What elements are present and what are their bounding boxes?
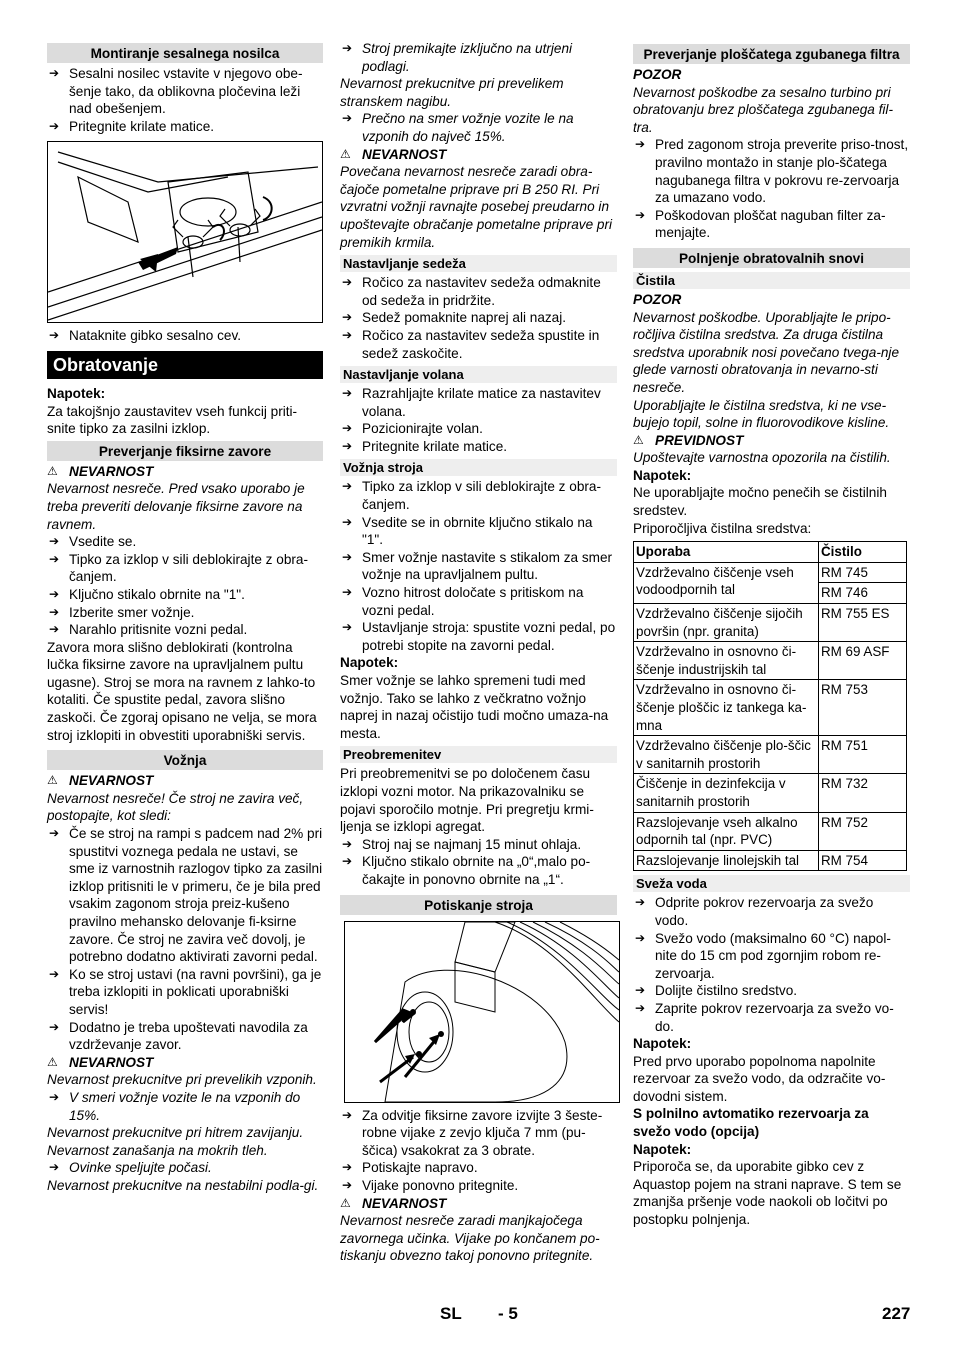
table-cell-use: Razslojevanje vseh alkalno odpornih tal (npr. PVC): [634, 812, 819, 850]
caution-text: Nevarnost poškodbe. Uporabljajte le pripo-ročljiva čistilna sredstva. Za druga čistilna sredstva uporabnik nosi povečano tvega-nje glede varnosti obratovanja in nevarno-sti nesreče.: [633, 309, 900, 395]
note-label: Napotek:: [633, 1141, 692, 1157]
table-cell-agent: RM 69 ASF: [819, 642, 907, 680]
danger-text: Nevarnost prekucnitve pri prevelikem stranskem nagibu.: [340, 76, 564, 109]
danger-text: Povečana nevarnost nesreče zaradi obra-čajoče pometalne priprave pri B 250 RI. Pri vzvratni vožnji ravnajte posebej preudarno in upoštevajte obračanje pometalne priprave pri premikih krmila.: [340, 164, 613, 250]
danger-text: Nevarnost prekucnitve na nestabilni podla-gi.: [47, 1177, 319, 1193]
instruction-step: ➔ Potiskajte napravo.: [340, 1159, 617, 1177]
table-cell-use: Vzdrževalno in osnovno či-ščenje ploščic iz tankega ka-mna: [634, 680, 819, 736]
danger-text: Nevarnost nesreče. Pred vsako uporabo je treba preveriti delovanje fiksirne zavore na ravnem.: [47, 481, 305, 532]
danger-heading: ⚠ NEVARNOST: [47, 773, 154, 789]
chapter-title: Obratovanje: [47, 351, 323, 379]
table-row: [634, 642, 907, 680]
table-cell-agent: RM 755 ES: [819, 604, 907, 642]
table-cell-agent: RM 752: [819, 812, 907, 850]
footer-language: SL: [440, 1304, 462, 1323]
table-row: [634, 562, 907, 583]
column-right: [633, 40, 910, 1229]
table-row: [634, 850, 907, 871]
note-label: Napotek:: [47, 385, 106, 401]
caution-heading: POZOR: [633, 67, 682, 82]
instruction-step: ➔ V smeri vožnje vozite le na vzponih do 15%.: [47, 1089, 323, 1124]
table-cell-agent: RM 753: [819, 680, 907, 736]
instruction-step: ➔ Dodatno je treba upoštevati navodila za vzdrževanje zavor.: [47, 1019, 323, 1054]
instruction-step: ➔ Sesalni nosilec vstavite v njegovo obe-šenje tako, da oblikovna pločevina leži nad obešenjem.: [47, 65, 323, 118]
instruction-step: ➔ Pred zagonom stroja preverite priso-tnost, pravilno montažo in stanje plo-ščatega nagubanega filtra v pokrovu re-zervoarja za umazano vodo.: [633, 136, 910, 206]
body-text: Priporočljiva čistilna sredstva:: [633, 520, 812, 536]
instruction-step: ➔ Pritegnite krilate matice.: [47, 118, 323, 136]
warning-icon: ⚠: [47, 463, 58, 478]
footer-section-page: - 5: [498, 1304, 518, 1323]
section-title: Preverjanje fiksirne zavore: [47, 441, 323, 461]
warning-icon: ⚠: [47, 1054, 58, 1069]
table-cell-agent: RM 754: [819, 850, 907, 871]
instruction-step: ➔ Odprite pokrov rezervoarja za svežo vodo.: [633, 894, 910, 929]
cleaning-agents-table: [633, 541, 907, 871]
instruction-step: ➔ Stroj premikajte izključno na utrjeni podlagi.: [340, 40, 617, 75]
table-header: Čistilo: [819, 542, 907, 563]
column-middle: [340, 40, 617, 1265]
instruction-step: ➔ Nataknite gibko sesalno cev.: [47, 327, 323, 345]
instruction-step: ➔ Sedež pomaknite naprej ali nazaj.: [340, 309, 617, 327]
subsection-title: Sveža voda: [633, 875, 910, 892]
subsection-title: Nastavljanje sedeža: [340, 255, 617, 272]
note-text: Priporoča se, da uporabite gibko cev z Aquastop pojem na strani naprave. S tem se zmanjša pršenje vode naokoli ob ločitvi po postopku polnjenja.: [633, 1159, 902, 1228]
subsection-title: Preobremenitev: [340, 746, 617, 763]
danger-text: Nevarnost prekucnitve pri prevelikih vzponih.: [47, 1072, 317, 1088]
instruction-step: ➔ Vsedite se in obrnite ključno stikalo na "1".: [340, 514, 617, 549]
section-title: Polnjenje obratovalnih snovi: [633, 248, 910, 268]
subheading: S polnilno avtomatiko rezervoarja za svežo vodo (opcija): [633, 1106, 869, 1140]
subsection-title: Nastavljanje volana: [340, 366, 617, 383]
instruction-step: ➔ Ključno stikalo obrnite na „0“,malo po-čakajte in ponovno obrnite na „1“.: [340, 853, 617, 888]
table-cell-use: Vzdrževalno in osnovno či-ščenje industrijskih tal: [634, 642, 819, 680]
warning-icon: ⚠: [633, 432, 644, 447]
table-cell-agent: RM 745: [819, 562, 907, 583]
section-title: Preverjanje ploščatega zgubanega filtra: [633, 44, 910, 64]
section-title: Vožnja: [47, 750, 323, 770]
warning-icon: ⚠: [340, 1195, 351, 1210]
note-text: Pred prvo uporabo popolnoma napolnite rezervoar za svežo vodo, da odzračite vo-dovodni sistem.: [633, 1053, 886, 1104]
caution-text: Nevarnost poškodbe za sesalno turbino pri obratovanju brez ploščatega zgubanega fil-tra.: [633, 84, 893, 135]
note-text: Smer vožnje se lahko spremeni tudi med vožnjo. Tako se lahko z večkratno vožnjo naprej in nazaj očistijo tudi močno umaza-na mesta.: [340, 673, 609, 741]
instruction-step: ➔ Pritegnite krilate matice.: [340, 438, 617, 456]
caution-heading: ⚠ PREVIDNOST: [633, 432, 744, 448]
table-row: [634, 774, 907, 812]
instruction-step: ➔ Ko se stroj ustavi (na ravni površini), ga je treba izklopiti in poklicati uporabniški servis!: [47, 966, 323, 1019]
table-row: [634, 680, 907, 736]
body-text: Pri preobremenitvi se po določenem času izklopi vozni motor. Na prikazovalniku se pojavi sporočilo motnje. Pri pregretju krmi-ljenja se izklopi agregat.: [340, 766, 594, 835]
instruction-step: ➔ Za odvitje fiksirne zavore izvijte 3 šeste-robne vijake z zevjo ključa 7 mm (pu-ščica) vsakokrat za 3 obrate.: [340, 1107, 617, 1160]
section-title: Montiranje sesalnega nosilca: [47, 43, 323, 63]
instruction-step: ➔ Pozicionirajte volan.: [340, 420, 617, 438]
danger-heading: ⚠ NEVARNOST: [47, 1054, 154, 1070]
table-cell-use: Vzdrževalno čiščenje sijočih površin (npr. granita): [634, 604, 819, 642]
danger-heading: ⚠ NEVARNOST: [340, 146, 447, 162]
instruction-step: ➔ Vijake ponovno pritegnite.: [340, 1177, 617, 1195]
section-title: Potiskanje stroja: [340, 895, 617, 915]
instruction-step: ➔ Če se stroj na rampi s padcem nad 2% pri spustitvi voznega pedala ne ustavi, se sme iz varnostnih razlogov tipko za zasilni izklop pritisniti le v primeru, če je bila pred vsakim zagonom stroja preiz-kušeno pravilno mehansko delovanje fi-ksirne zavore. Če stroj ne zavira več dovolj, je potrebno dodatno aktivirati zavorni pedal.: [47, 825, 323, 966]
table-cell-agent: RM 732: [819, 774, 907, 812]
table-header-row: [634, 542, 907, 563]
danger-heading: ⚠ NEVARNOST: [340, 1195, 447, 1211]
footer-page-number: 227: [882, 1304, 911, 1323]
note-text: Za takojšnjo zaustavitev vseh funkcij priti-snite tipko za zasilni izklop.: [47, 403, 298, 437]
danger-heading: ⚠ NEVARNOST: [47, 463, 154, 479]
note-label: Napotek:: [633, 1036, 692, 1052]
note-label: Napotek:: [633, 467, 692, 483]
table-cell-use: Vzdrževalno čiščenje plo-ščic v sanitarnih prostorih: [634, 736, 819, 774]
body-text: Zavora mora slišno deblokirati (kontrolna lučka fiksirne zavore na upravljalnem pultu ugasne). Stroj se mora na ravnem z lahko-to kotaliti. Če spustite pedal, zavora slišno zaskoči. Če zgoraj opisano ne velja, se mora stroj izklopiti in obvestiti uporabniški servis.: [47, 639, 317, 743]
danger-text: Nevarnost prekucnitve pri hitrem zavijanju. Nevarnost zanašanja na mokrih tleh.: [47, 1125, 304, 1158]
subsection-title: Vožnja stroja: [340, 459, 617, 476]
caution-text: Upoštevajte varnostna opozorila na čistilih.: [633, 450, 891, 466]
instruction-step: ➔ Zaprite pokrov rezervoarja za svežo vo-do.: [633, 1000, 910, 1035]
warning-icon: ⚠: [340, 146, 351, 161]
instruction-step: ➔ Tipko za izklop v sili deblokirajte z obra-čanjem.: [47, 551, 323, 586]
instruction-step: ➔ Smer vožnje nastavite s stikalom za smer vožnje na upravljalnem pultu.: [340, 549, 617, 584]
instruction-step: ➔ Svežo vodo (maksimalno 60 °C) napol-nite do 15 cm pod zgornjim robom re-zervoarja.: [633, 930, 910, 983]
note-text: Ne uporabljajte močno penečih se čistilnih sredstev.: [633, 485, 887, 519]
subsection-title: Čistila: [633, 272, 910, 289]
table-row: [634, 812, 907, 850]
instruction-step: ➔ Ključno stikalo obrnite na "1".: [47, 586, 323, 604]
warning-icon: ⚠: [47, 773, 58, 788]
danger-text: Nevarnost nesreče zaradi manjkajočega zavornega učinka. Vijake po končanem po-tiskanju obvezno takoj ponovno pritegnite.: [340, 1213, 600, 1264]
table-cell-use: Razslojevanje linolejskih tal: [634, 850, 819, 871]
table-cell-agent: RM 746: [819, 583, 907, 604]
instruction-step: ➔ Prečno na smer vožnje vozite le na vzponih do največ 15%.: [340, 110, 617, 145]
table-row: [634, 604, 907, 642]
suction-holder-figure: [47, 141, 323, 323]
instruction-step: ➔ Ustavljanje stroja: spustite vozni pedal, po potrebi stopite na zavorni pedal.: [340, 619, 617, 654]
table-header: Uporaba: [634, 542, 819, 563]
instruction-step: ➔ Stroj naj se najmanj 15 minut ohlaja.: [340, 836, 617, 854]
column-left: [47, 40, 323, 1195]
instruction-step: ➔ Ovinke speljujte počasi.: [47, 1159, 323, 1177]
table-cell-use: Vzdrževalno čiščenje vseh vodoodpornih tal: [634, 562, 819, 603]
caution-text: Uporabljajte le čistilna sredstva, ki ne vse-bujejo topil, solne in fluorovodikove kisline.: [633, 397, 890, 431]
table-cell-use: Čiščenje in dezinfekcija v sanitarnih prostorih: [634, 774, 819, 812]
instruction-step: ➔ Vsedite se.: [47, 533, 323, 551]
instruction-step: ➔ Dolijte čistilno sredstvo.: [633, 982, 910, 1000]
caution-heading: POZOR: [633, 291, 682, 307]
instruction-step: ➔ Narahlo pritisnite vozni pedal.: [47, 621, 323, 639]
instruction-step: ➔ Tipko za izklop v sili deblokirajte z obra-čanjem.: [340, 478, 617, 513]
danger-text: Nevarnost nesreče! Če stroj ne zavira več, postopajte, kot sledi:: [47, 790, 304, 824]
note-label: Napotek:: [340, 655, 399, 671]
instruction-step: ➔ Poškodovan ploščat naguban filter za-menjajte.: [633, 207, 910, 242]
instruction-step: ➔ Ročico za nastavitev sedeža odmaknite od sedeža in pridržite.: [340, 274, 617, 309]
instruction-step: ➔ Vozno hitrost določate s pritiskom na vozni pedal.: [340, 584, 617, 619]
table-row: [634, 736, 907, 774]
brake-motor-figure: [344, 921, 620, 1103]
instruction-step: ➔ Ročico za nastavitev sedeža spustite in sedež zaskočite.: [340, 327, 617, 362]
instruction-step: ➔ Razrahljajte krilate matice za nastavitev volana.: [340, 385, 617, 420]
instruction-step: ➔ Izberite smer vožnje.: [47, 604, 323, 622]
table-cell-agent: RM 751: [819, 736, 907, 774]
